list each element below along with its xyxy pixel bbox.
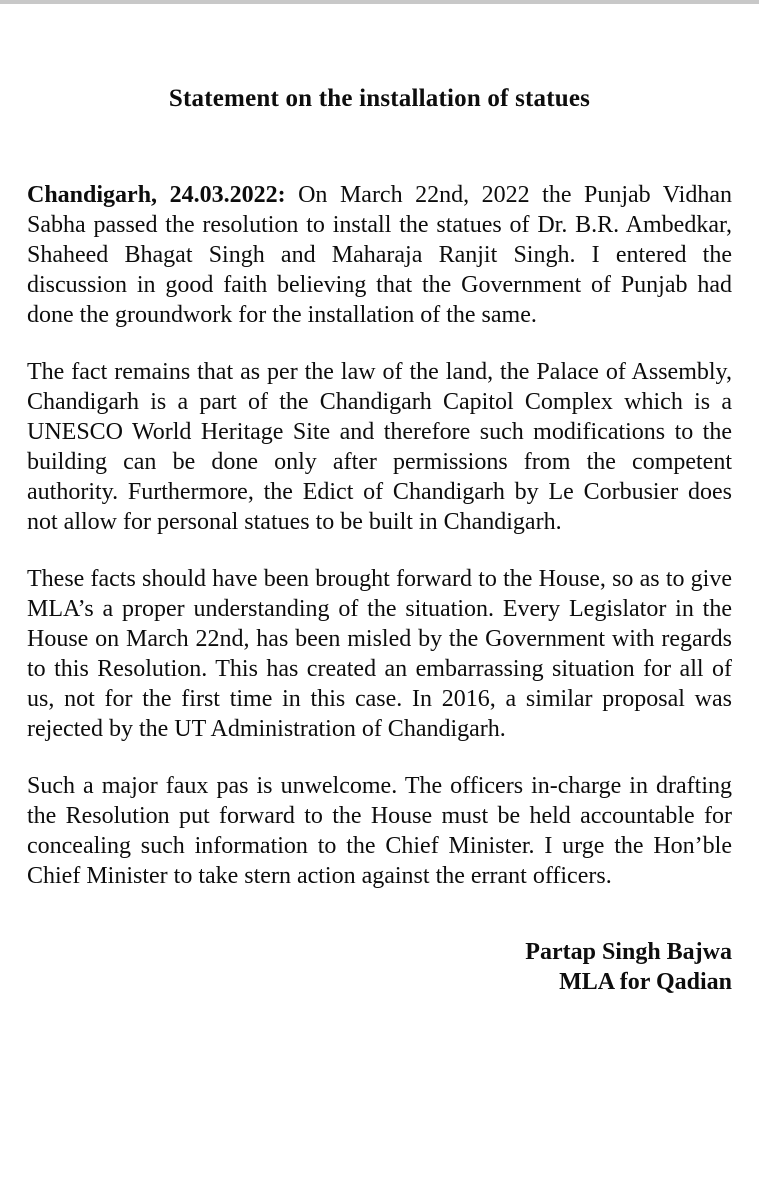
page-title: Statement on the installation of statues [168,85,591,112]
paragraph [27,564,732,744]
dateline-lead: Chandigarh, 24.03.2022: [27,182,286,208]
signature-name: Partap Singh Bajwa [525,939,732,965]
paragraph [27,771,732,891]
signature-role: MLA for Qadian [559,969,732,995]
paragraph-text: Such a major faux pas is unwelcome. The officers in-charge in drafting the Resolution put forward to the House must be held accountable for concealing such information to the Chief Minister. I urge the Hon’ble Chief Minister to take stern action against the errant officers. [27,773,732,889]
paragraph-text: The fact remains that as per the law of the land, the Palace of Assembly, Chandigarh is a part of the Chandigarh Capitol Complex which is a UNESCO World Heritage Site and therefore such modifications to the building can be done only after permissions from the competent authority. Furthermore, the Edict of Chandigarh by Le Corbusier does not allow for personal statues to be built in Chandigarh. [27,359,732,535]
paragraph [27,357,732,537]
signature-block [27,937,732,997]
statement-body [0,4,759,997]
paragraph-dateline [27,180,732,330]
paragraph-text: On March 22nd, 2022 the Punjab Vidhan Sabha passed the resolution to install the statues of Dr. B.R. Ambedkar, Shaheed Bhagat Singh and Maharaja Ranjit Singh. I entered the discussion in good faith believing that the Government of Punjab had done the groundwork for the installation of the same. [27,182,732,328]
paragraph-text: These facts should have been brought forward to the House, so as to give MLA’s a proper understanding of the situation. Every Legislator in the House on March 22nd, has been misled by the Government with regards to this Resolution. This has created an embarrassing situation for all of us, not for the first time in this case. In 2016, a similar proposal was rejected by the UT Administration of Chandigarh. [27,566,732,742]
